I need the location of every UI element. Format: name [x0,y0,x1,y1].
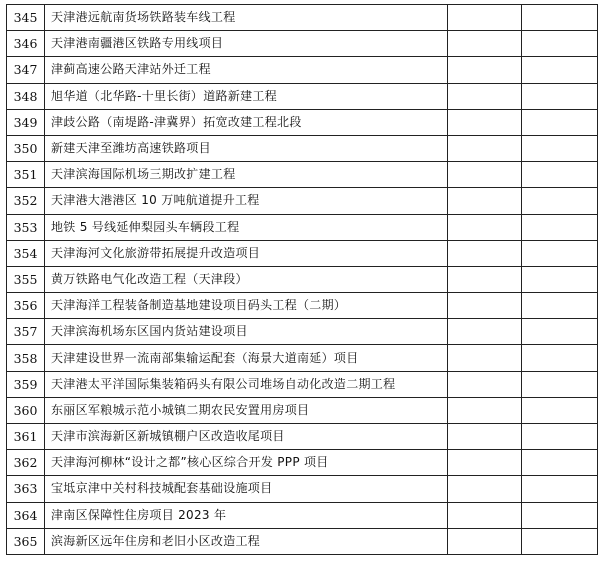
table-row [7,188,598,214]
empty-cell [522,162,598,188]
empty-cell [448,240,522,266]
row-number: 355 [7,266,45,292]
empty-cell [448,450,522,476]
table-row [7,31,598,57]
table-row [7,240,598,266]
table-row [7,83,598,109]
project-name: 滨海新区远年住房和老旧小区改造工程 [45,528,448,554]
empty-cell [522,502,598,528]
project-name: 天津建设世界一流南部集输运配套（海景大道南延）项目 [45,345,448,371]
project-name: 宝坻京津中关村科技城配套基础设施项目 [45,476,448,502]
empty-cell [522,450,598,476]
row-number: 363 [7,476,45,502]
row-number: 358 [7,345,45,371]
empty-cell [522,188,598,214]
empty-cell [448,266,522,292]
project-name: 天津港太平洋国际集装箱码头有限公司堆场自动化改造二期工程 [45,371,448,397]
empty-cell [522,31,598,57]
table-row [7,266,598,292]
empty-cell [522,240,598,266]
project-name: 天津市滨海新区新城镇棚户区改造收尾项目 [45,424,448,450]
empty-cell [522,424,598,450]
row-number: 353 [7,214,45,240]
row-number: 349 [7,109,45,135]
table-row [7,397,598,423]
project-list-table [6,4,598,555]
row-number: 351 [7,162,45,188]
row-number: 350 [7,135,45,161]
table-row [7,371,598,397]
empty-cell [522,266,598,292]
empty-cell [448,502,522,528]
empty-cell [522,83,598,109]
empty-cell [448,476,522,502]
row-number: 359 [7,371,45,397]
table-row [7,528,598,554]
project-name: 旭华道（北华路-十里长街）道路新建工程 [45,83,448,109]
row-number: 357 [7,319,45,345]
empty-cell [448,214,522,240]
project-name: 东丽区军粮城示范小城镇二期农民安置用房项目 [45,397,448,423]
empty-cell [448,162,522,188]
empty-cell [448,5,522,31]
empty-cell [522,293,598,319]
empty-cell [522,5,598,31]
row-number: 364 [7,502,45,528]
row-number: 360 [7,397,45,423]
row-number: 354 [7,240,45,266]
table-row [7,319,598,345]
empty-cell [522,109,598,135]
project-name: 津南区保障性住房项目 2023 年 [45,502,448,528]
project-name: 新建天津至潍坊高速铁路项目 [45,135,448,161]
project-name: 天津海河柳林“设计之都”核心区综合开发 PPP 项目 [45,450,448,476]
empty-cell [522,528,598,554]
table-row [7,109,598,135]
row-number: 347 [7,57,45,83]
project-name: 黄万铁路电气化改造工程（天津段） [45,266,448,292]
row-number: 348 [7,83,45,109]
row-number: 346 [7,31,45,57]
empty-cell [448,83,522,109]
empty-cell [448,528,522,554]
empty-cell [522,397,598,423]
empty-cell [522,319,598,345]
table-row [7,135,598,161]
empty-cell [448,424,522,450]
empty-cell [448,57,522,83]
table-row [7,476,598,502]
project-name: 天津滨海国际机场三期改扩建工程 [45,162,448,188]
row-number: 356 [7,293,45,319]
empty-cell [448,293,522,319]
empty-cell [522,214,598,240]
table-row [7,162,598,188]
empty-cell [522,135,598,161]
empty-cell [448,345,522,371]
table-row [7,502,598,528]
table-body [7,5,598,555]
row-number: 365 [7,528,45,554]
row-number: 362 [7,450,45,476]
empty-cell [522,476,598,502]
empty-cell [522,345,598,371]
project-name: 天津海洋工程装备制造基地建设项目码头工程（二期） [45,293,448,319]
project-name: 天津滨海机场东区国内货站建设项目 [45,319,448,345]
empty-cell [448,135,522,161]
table-row [7,57,598,83]
project-name: 津歧公路（南堤路-津冀界）拓宽改建工程北段 [45,109,448,135]
table-row [7,424,598,450]
empty-cell [448,371,522,397]
project-name: 地铁 5 号线延伸梨园头车辆段工程 [45,214,448,240]
project-name: 天津港远航南货场铁路装车线工程 [45,5,448,31]
project-name: 津蓟高速公路天津站外迁工程 [45,57,448,83]
table-row [7,450,598,476]
empty-cell [522,57,598,83]
project-name: 天津港大港港区 10 万吨航道提升工程 [45,188,448,214]
empty-cell [448,109,522,135]
empty-cell [448,31,522,57]
empty-cell [522,371,598,397]
row-number: 345 [7,5,45,31]
table-row [7,345,598,371]
row-number: 361 [7,424,45,450]
empty-cell [448,319,522,345]
empty-cell [448,188,522,214]
table-row [7,293,598,319]
empty-cell [448,397,522,423]
row-number: 352 [7,188,45,214]
project-name: 天津海河文化旅游带拓展提升改造项目 [45,240,448,266]
table-row [7,5,598,31]
table-row [7,214,598,240]
project-name: 天津港南疆港区铁路专用线项目 [45,31,448,57]
